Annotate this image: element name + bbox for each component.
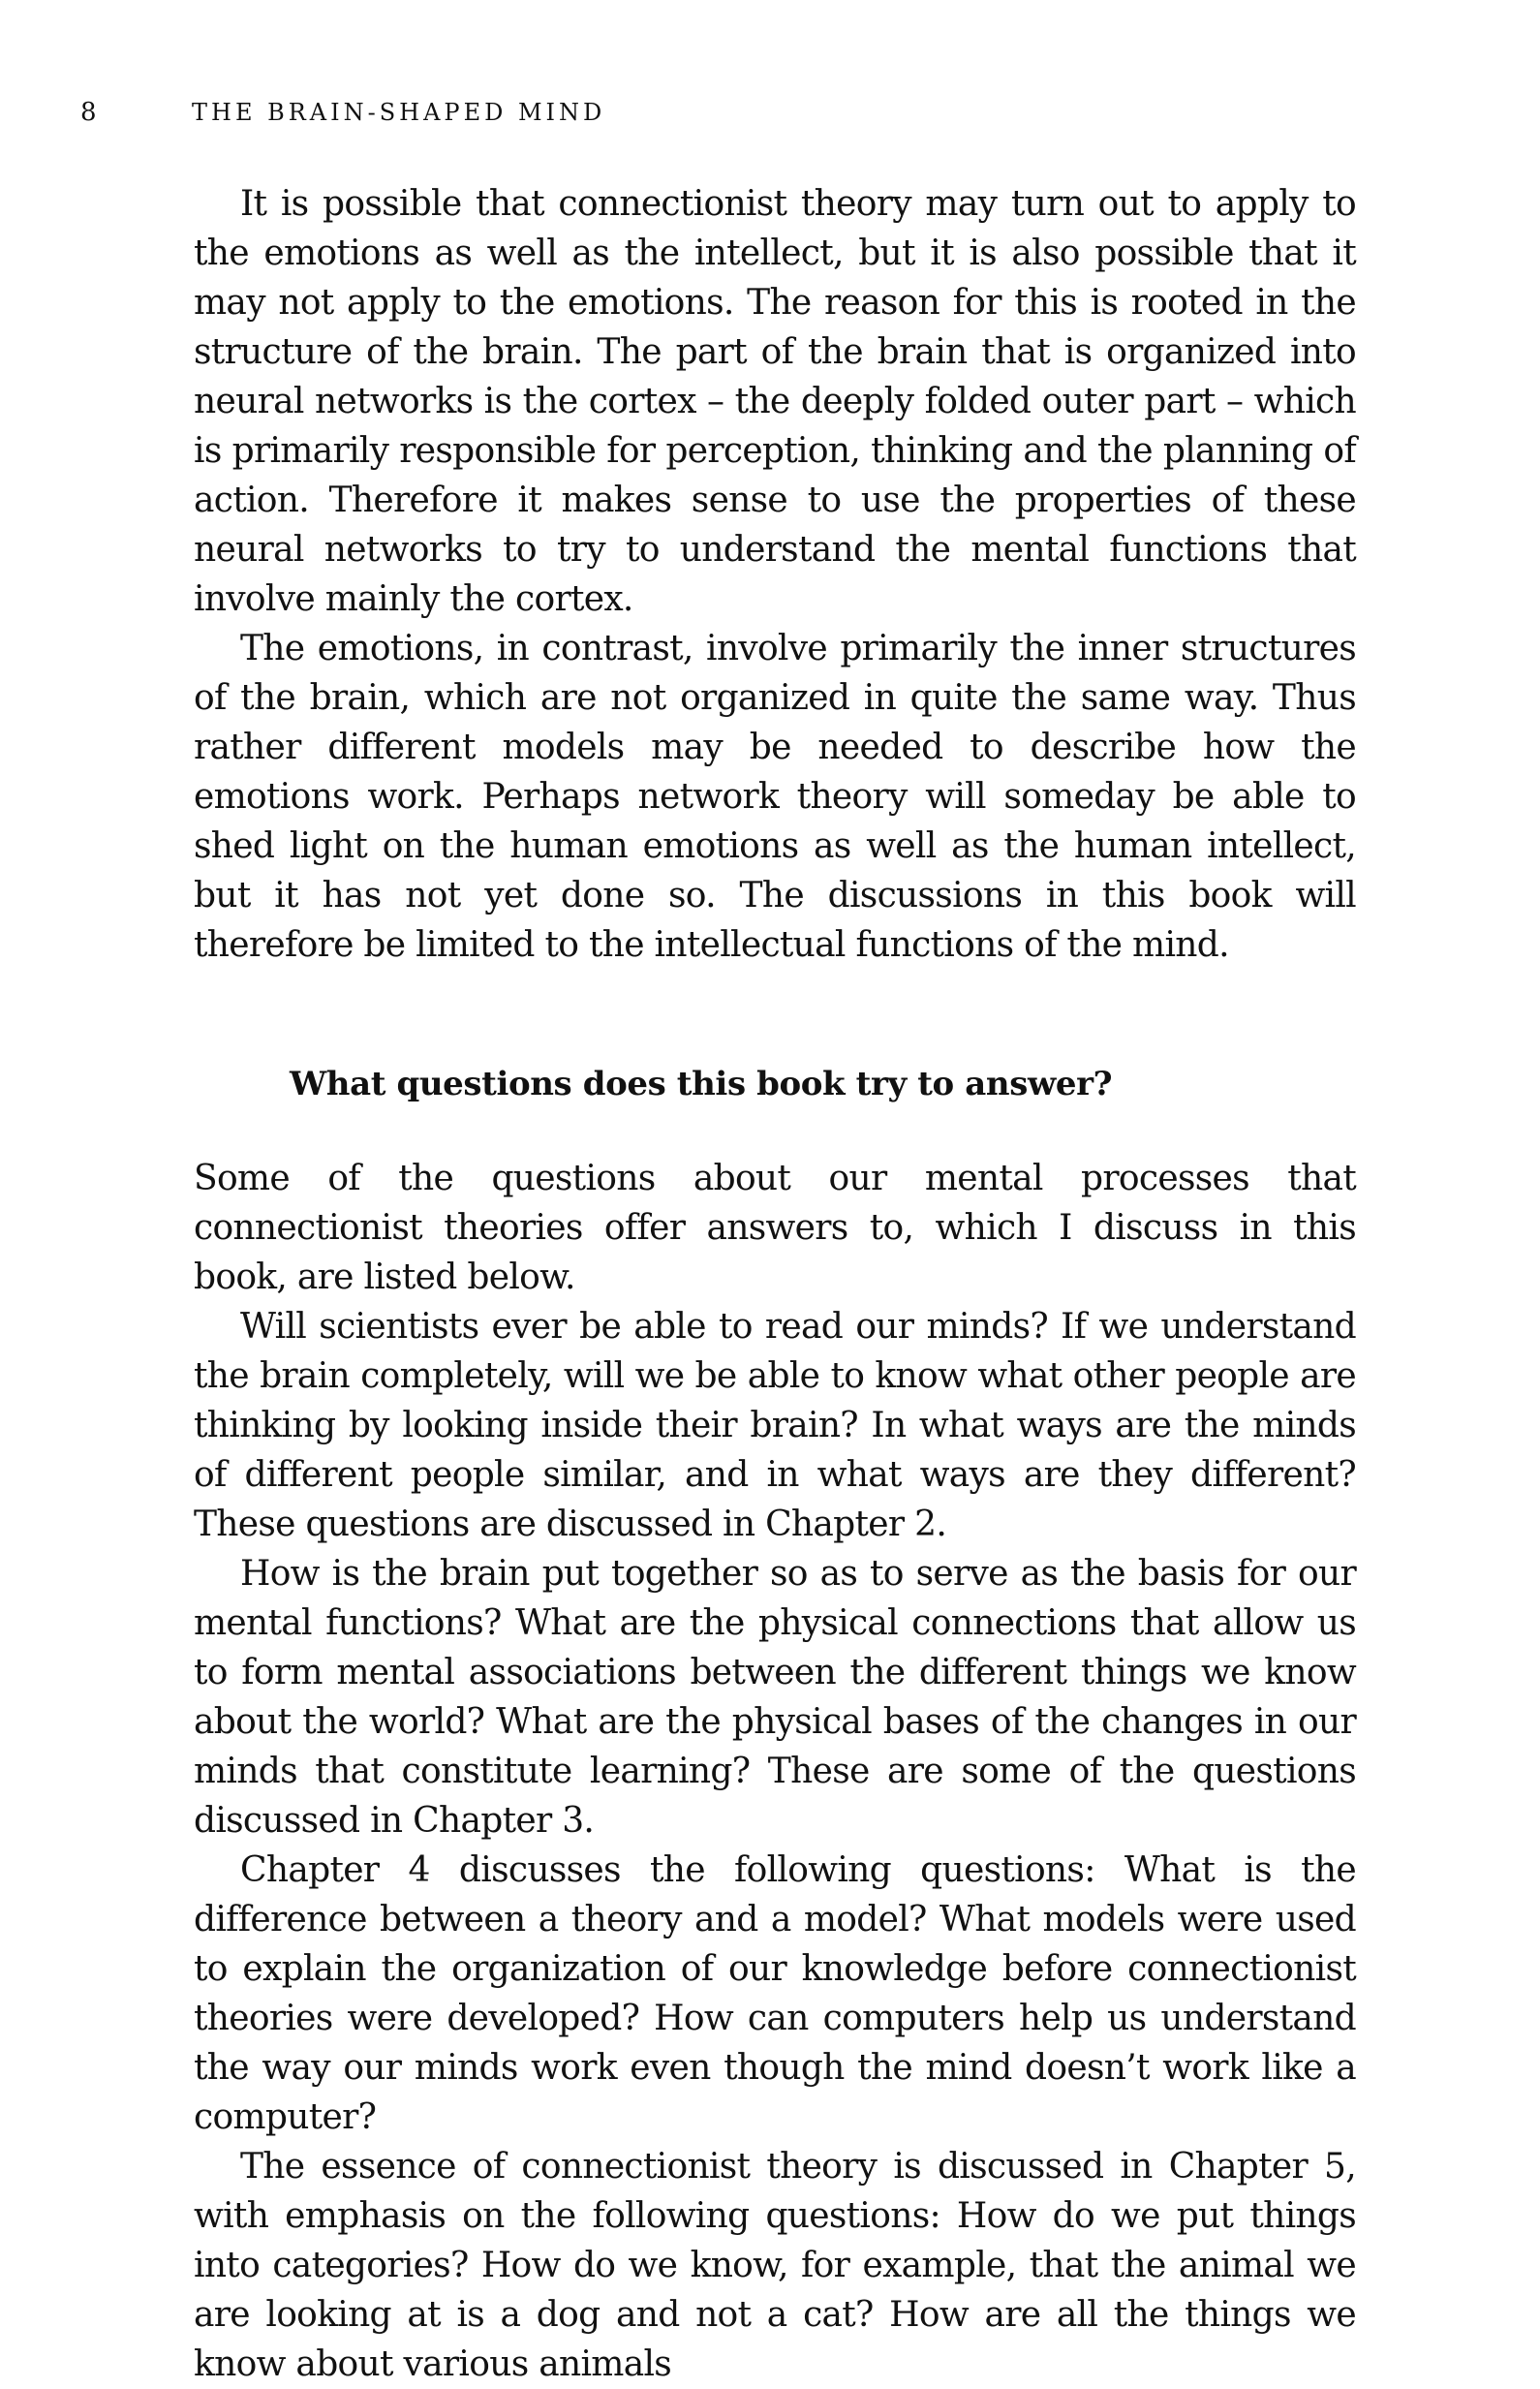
page-number: 8 [80, 98, 97, 127]
paragraph: Chapter 4 discusses the following questions: What is the difference between a theory and a model? What models were used to explain the organization of our knowledge before connectionist theories were developed? How can computers help us understand the way our minds work even though the mind doesn’t work like a computer? [194, 1850, 1356, 2137]
running-title: THE BRAIN-SHAPED MIND [192, 99, 606, 126]
paragraph: The emotions, in contrast, involve primarily the inner structures of the brain, which are not organized in quite the same way. Thus rather different models may be needed to describe how the emotions work. Perhaps network theory will someday be able to shed light on the human emotions as well as the human intellect, but it has not yet done so. The discussions in this book will therefore be limited to the intellectual functions of the mind. [194, 629, 1356, 965]
body-text [194, 179, 1356, 2389]
paragraph: Some of the questions about our mental processes that connectionist theories offer answers to, which I discuss in this book, are listed below. [194, 1159, 1356, 1297]
running-head [80, 93, 1340, 132]
paragraph: Will scientists ever be able to read our minds? If we understand the brain completely, will we be able to know what other people are thinking by looking inside their brain? In what ways are the minds of different people similar, and in what ways are they different? These questions are discussed in Chapter 2. [194, 1307, 1356, 1544]
paragraph: It is possible that connectionist theory may turn out to apply to the emotions as well as the intellect, but it is also possible that it may not apply to the emotions. The reason for this is rooted in the structure of the brain. The part of the brain that is organized into neural networks is the cortex – the deeply folded outer part – which is primarily responsible for perception, thinking and the planning of action. Therefore it makes sense to use the properties of these neural networks to try to understand the mental functions that involve mainly the cortex. [194, 184, 1356, 619]
paragraph: The essence of connectionist theory is discussed in Chapter 5, with emphasis on the following questions: How do we put things into categories? How do we know, for example, that the animal we are looking at is a dog and not a cat? How are all the things we know about various animals [194, 2147, 1356, 2384]
paragraph: How is the brain put together so as to serve as the basis for our mental functions? What are the physical connections that allow us to form mental associations between the different things we know about the world? What are the physical bases of the changes in our minds that constitute learning? These are some of the questions discussed in Chapter 3. [194, 1554, 1356, 1841]
section-heading: What questions does this book try to answer? [290, 1065, 1113, 1103]
